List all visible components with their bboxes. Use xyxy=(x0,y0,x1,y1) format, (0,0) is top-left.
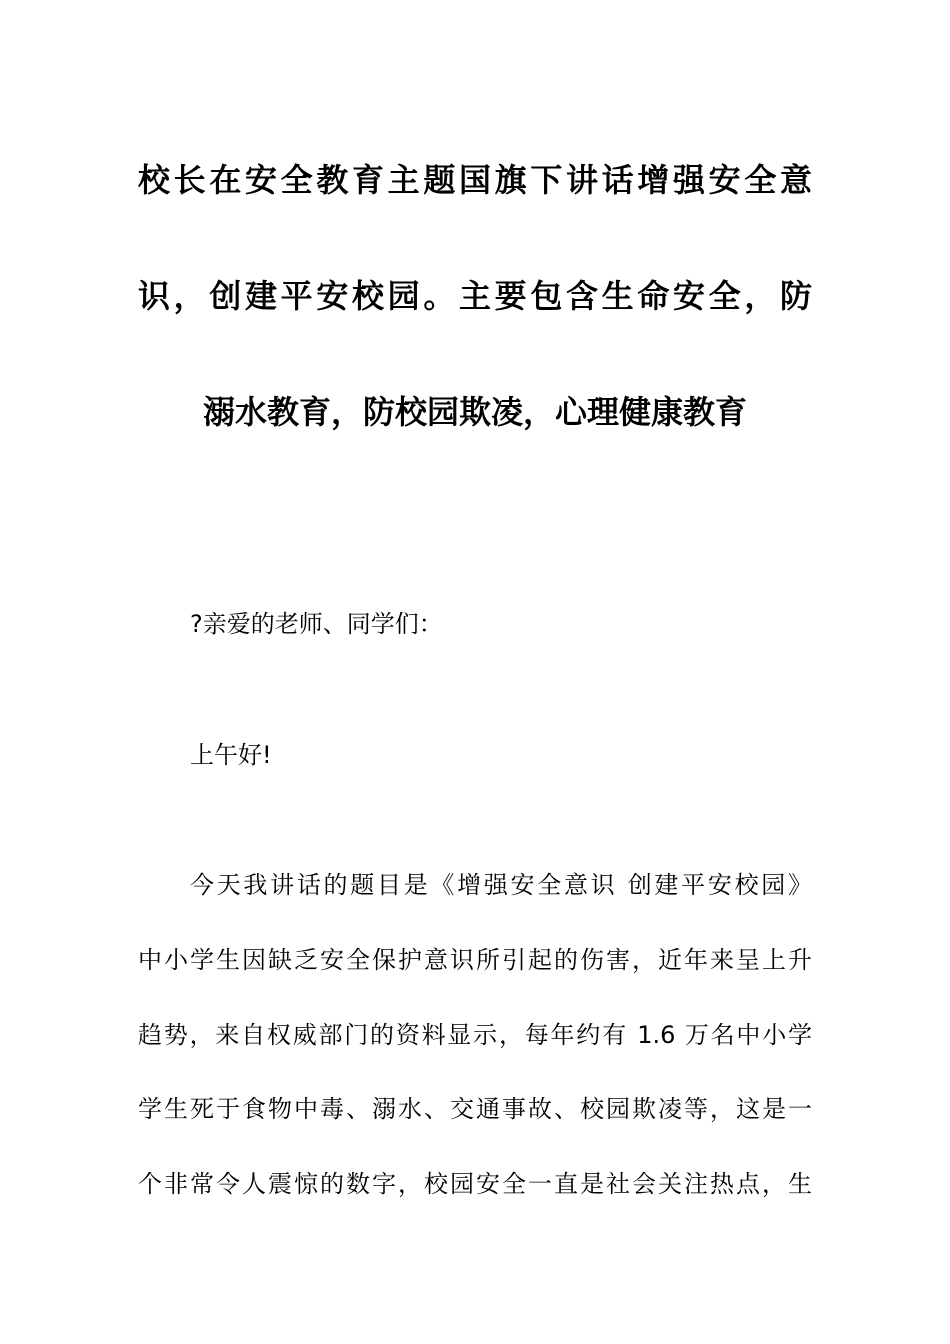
salutation: ?亲爱的老师、同学们： xyxy=(190,610,443,638)
document-title xyxy=(138,150,812,442)
title-line-3: 溺水教育，防校园欺凌，心理健康教育 xyxy=(202,393,747,431)
body-line-3: 趋势，来自权威部门的资料显示，每年约有 1.6 万名中小学 xyxy=(138,1021,812,1049)
title-line-2: 识，创建平安校园。主要包含生命安全，防 xyxy=(138,277,812,315)
body-line-2: 中小学生因缺乏安全保护意识所引起的伤害，近年来呈上升 xyxy=(138,946,812,974)
greeting: 上午好! xyxy=(190,741,272,769)
title-line-1: 校长在安全教育主题国旗下讲话增强安全意 xyxy=(138,161,812,199)
body-line-5: 个非常令人震惊的数字，校园安全一直是社会关注热点，生 xyxy=(138,1170,812,1198)
body-line-1: 今天我讲话的题目是《增强安全意识 创建平安校园》 xyxy=(190,871,812,899)
body-line-4: 学生死于食物中毒、溺水、交通事故、校园欺凌等，这是一 xyxy=(138,1095,812,1123)
